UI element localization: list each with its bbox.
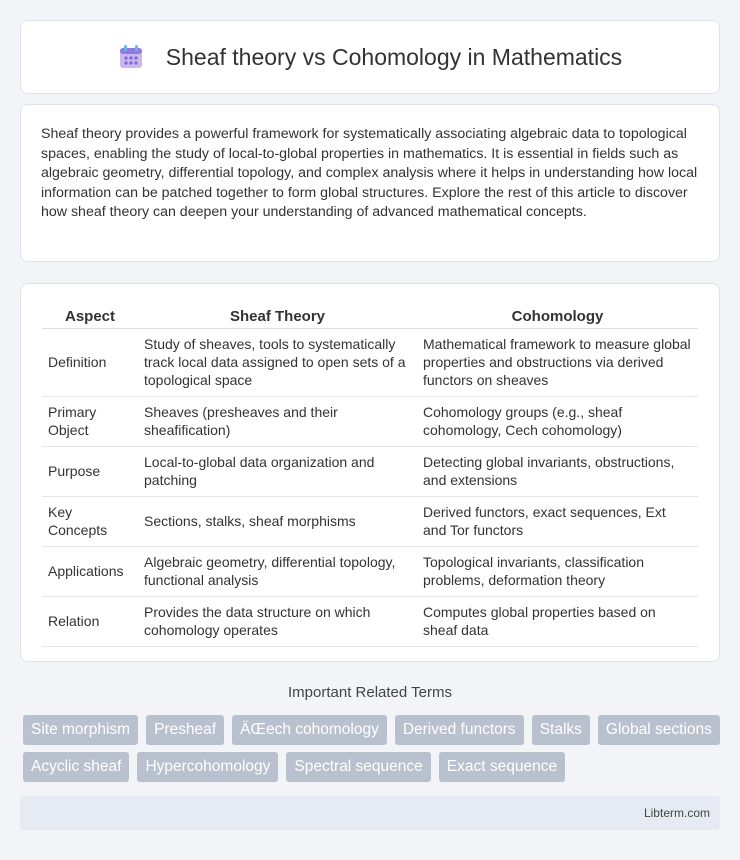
aspect-cell: Applications bbox=[42, 547, 138, 597]
comparison-table-card bbox=[20, 283, 720, 662]
aspect-cell: Primary Object bbox=[42, 397, 138, 447]
sheaf-theory-cell: Local-to-global data organization and patching bbox=[138, 447, 417, 497]
cohomology-cell: Detecting global invariants, obstructions, and extensions bbox=[417, 447, 698, 497]
sheaf-theory-cell: Algebraic geometry, differential topology, functional analysis bbox=[138, 547, 417, 597]
related-term-tag[interactable]: Site morphism bbox=[23, 715, 138, 745]
related-terms-title: Important Related Terms bbox=[288, 684, 452, 701]
related-term-tag[interactable]: Presheaf bbox=[146, 715, 224, 745]
cohomology-cell: Topological invariants, classification problems, deformation theory bbox=[417, 547, 698, 597]
sheaf-theory-cell: Sections, stalks, sheaf morphisms bbox=[138, 497, 417, 547]
table-header-row bbox=[42, 304, 698, 329]
table-row bbox=[42, 329, 698, 397]
related-term-tag[interactable]: Global sections bbox=[598, 715, 720, 745]
cohomology-cell: Computes global properties based on sheaf data bbox=[417, 597, 698, 647]
page-title: Sheaf theory vs Cohomology in Mathematics bbox=[165, 43, 623, 70]
intro-card bbox=[20, 104, 720, 262]
table-row bbox=[42, 447, 698, 497]
table-row bbox=[42, 547, 698, 597]
comparison-table bbox=[42, 304, 698, 647]
header bbox=[118, 44, 622, 71]
footer-site-link[interactable]: Libterm.com bbox=[643, 806, 710, 820]
column-header-aspect: Aspect bbox=[42, 304, 138, 329]
related-term-tag[interactable]: Stalks bbox=[532, 715, 590, 745]
related-terms-list bbox=[23, 715, 723, 782]
calendar-icon bbox=[118, 44, 144, 70]
table-row bbox=[42, 597, 698, 647]
sheaf-theory-cell: Sheaves (presheaves and their sheafification) bbox=[138, 397, 417, 447]
intro-paragraph: Sheaf theory provides a powerful framework for systematically associating algebraic data to topological spaces, enabling the study of local-to-global properties in mathematics. It is essential in fields such as algebraic geometry, differential topology, and complex analysis where it helps in understanding how local information can be patched together to form global structures. Explore the rest of this article to discover how sheaf theory can deepen your understanding of advanced mathematical concepts. bbox=[41, 126, 698, 221]
column-header-cohomology: Cohomology bbox=[417, 304, 698, 329]
aspect-cell: Relation bbox=[42, 597, 138, 647]
table-row bbox=[42, 497, 698, 547]
related-term-tag[interactable]: Derived functors bbox=[395, 715, 524, 745]
related-term-tag[interactable]: Exact sequence bbox=[439, 752, 565, 782]
aspect-cell: Purpose bbox=[42, 447, 138, 497]
sheaf-theory-cell: Study of sheaves, tools to systematically track local data assigned to open sets of a topological space bbox=[138, 329, 417, 397]
cohomology-cell: Cohomology groups (e.g., sheaf cohomology, Cech cohomology) bbox=[417, 397, 698, 447]
related-term-tag[interactable]: Hypercohomology bbox=[137, 752, 278, 782]
table-row bbox=[42, 397, 698, 447]
footer bbox=[20, 796, 720, 830]
cohomology-cell: Derived functors, exact sequences, Ext and Tor functors bbox=[417, 497, 698, 547]
related-term-tag[interactable]: ÄŒech cohomology bbox=[232, 715, 387, 745]
header-card bbox=[20, 20, 720, 94]
sheaf-theory-cell: Provides the data structure on which cohomology operates bbox=[138, 597, 417, 647]
aspect-cell: Key Concepts bbox=[42, 497, 138, 547]
related-term-tag[interactable]: Spectral sequence bbox=[286, 752, 430, 782]
related-term-tag[interactable]: Acyclic sheaf bbox=[23, 752, 129, 782]
cohomology-cell: Mathematical framework to measure global properties and obstructions via derived functors on sheaves bbox=[417, 329, 698, 397]
aspect-cell: Definition bbox=[42, 329, 138, 397]
column-header-sheaf-theory: Sheaf Theory bbox=[138, 304, 417, 329]
